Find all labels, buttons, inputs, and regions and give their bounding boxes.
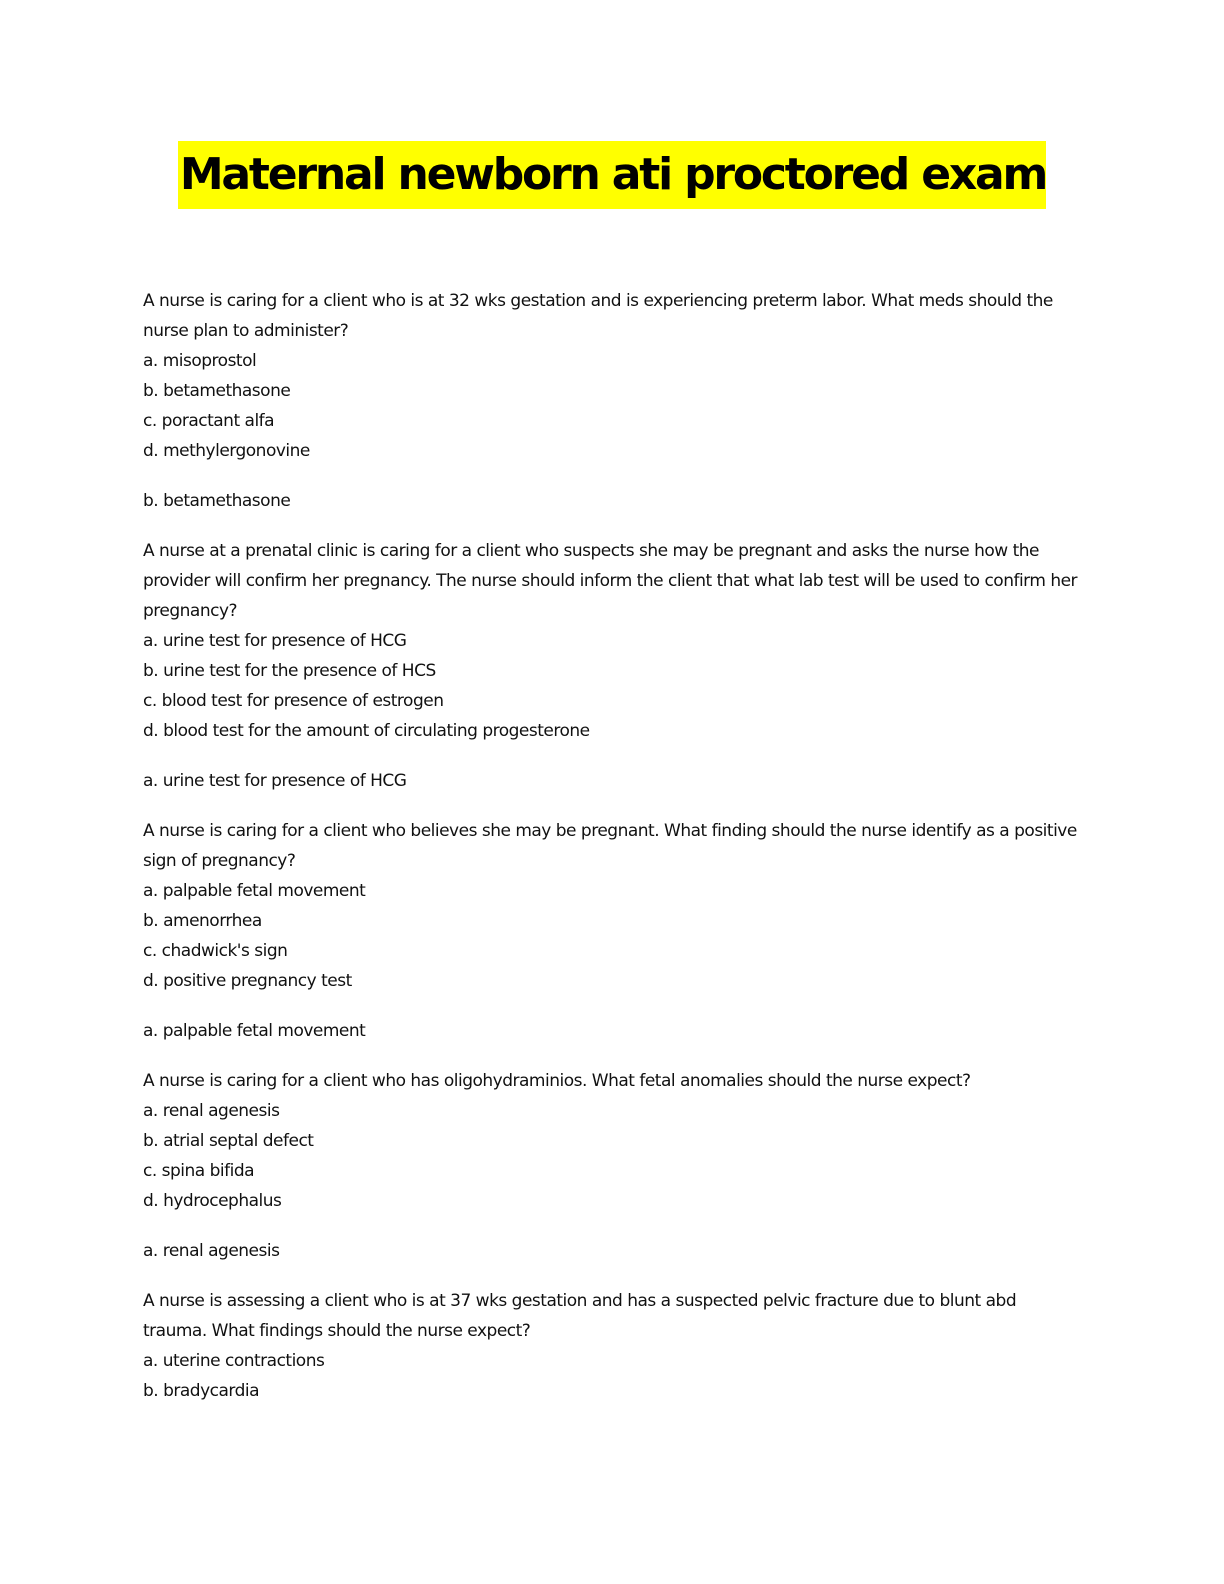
option-item: c. poractant alfa bbox=[143, 411, 275, 431]
option-item: b. amenorrhea bbox=[143, 911, 262, 931]
question-text: A nurse at a prenatal clinic is caring for a client who suspects she may be pregnant and asks the nurse how the provider will confirm her pregnancy. The nurse should inform the client that what lab test will be used to confirm her pregnancy? bbox=[143, 541, 1078, 621]
option-item: c. blood test for presence of estrogen bbox=[143, 691, 444, 711]
option-item: d. blood test for the amount of circulating progesterone bbox=[143, 721, 590, 741]
question-block bbox=[143, 1286, 1083, 1406]
question-text: A nurse is caring for a client who believes she may be pregnant. What finding should the nurse identify as a positive sign of pregnancy? bbox=[143, 821, 1077, 871]
title-wrapper bbox=[0, 141, 1224, 209]
option-item: a. renal agenesis bbox=[143, 1101, 280, 1121]
option-item: c. chadwick's sign bbox=[143, 941, 288, 961]
document-title: Maternal newborn ati proctored exam bbox=[178, 141, 1046, 209]
answer-text: a. renal agenesis bbox=[143, 1241, 280, 1261]
option-item: b. urine test for the presence of HCS bbox=[143, 661, 436, 681]
question-list bbox=[143, 286, 1083, 1406]
question-block bbox=[143, 1066, 1083, 1266]
question-block bbox=[143, 536, 1083, 796]
option-list bbox=[143, 1346, 1083, 1406]
question-text: A nurse is assessing a client who is at 37 wks gestation and has a suspected pelvic fracture due to blunt abd trauma. What findings should the nurse expect? bbox=[143, 1291, 1017, 1341]
option-item: b. betamethasone bbox=[143, 381, 291, 401]
answer-text: a. urine test for presence of HCG bbox=[143, 771, 407, 791]
question-text: A nurse is caring for a client who is at 32 wks gestation and is experiencing preterm labor. What meds should the nurse plan to administer? bbox=[143, 291, 1053, 341]
question-block bbox=[143, 816, 1083, 1046]
option-item: d. hydrocephalus bbox=[143, 1191, 282, 1211]
option-list bbox=[143, 346, 1083, 466]
option-item: a. urine test for presence of HCG bbox=[143, 631, 407, 651]
option-item: d. positive pregnancy test bbox=[143, 971, 352, 991]
option-list bbox=[143, 1096, 1083, 1216]
option-item: c. spina bifida bbox=[143, 1161, 255, 1181]
question-block bbox=[143, 286, 1083, 516]
option-item: a. palpable fetal movement bbox=[143, 881, 366, 901]
option-item: b. bradycardia bbox=[143, 1381, 260, 1401]
option-item: d. methylergonovine bbox=[143, 441, 310, 461]
option-item: b. atrial septal defect bbox=[143, 1131, 314, 1151]
question-text: A nurse is caring for a client who has oligohydraminios. What fetal anomalies should the nurse expect? bbox=[143, 1071, 971, 1091]
option-item: a. misoprostol bbox=[143, 351, 257, 371]
option-item: a. uterine contractions bbox=[143, 1351, 325, 1371]
answer-text: b. betamethasone bbox=[143, 491, 291, 511]
option-list bbox=[143, 876, 1083, 996]
answer-text: a. palpable fetal movement bbox=[143, 1021, 366, 1041]
option-list bbox=[143, 626, 1083, 746]
